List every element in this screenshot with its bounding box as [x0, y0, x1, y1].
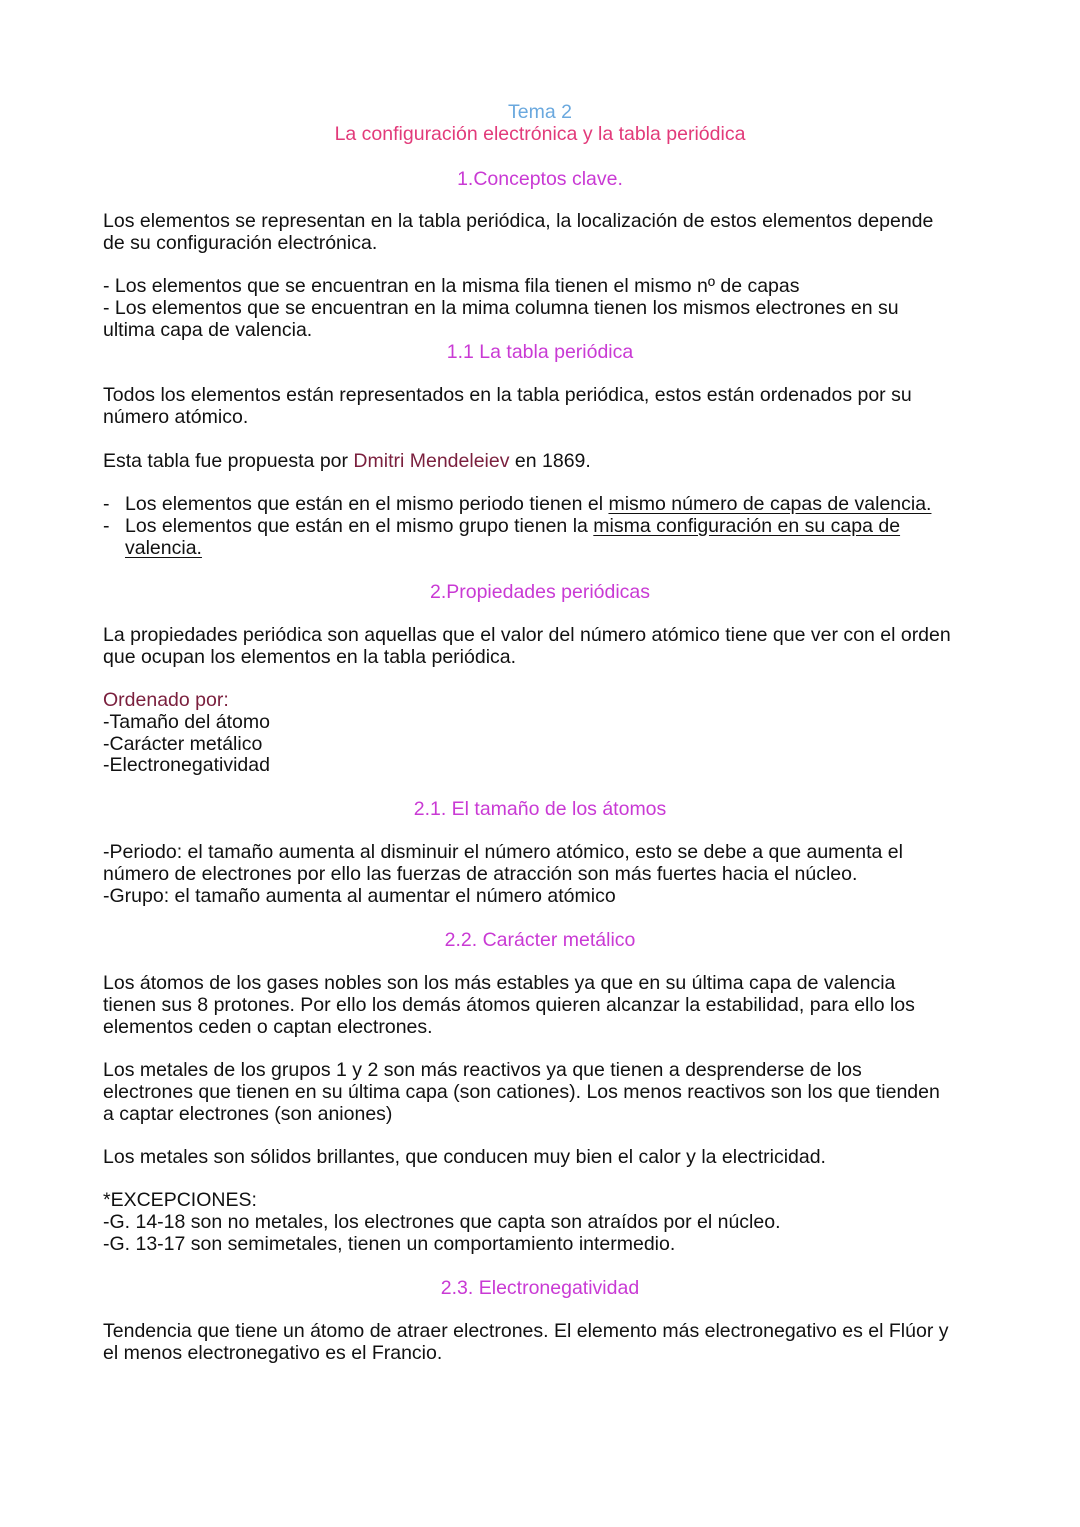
list-item: -Tamaño del átomo [103, 710, 270, 733]
paragraph [103, 385, 983, 429]
dash-list [103, 494, 983, 559]
dash-marker: - [103, 493, 110, 515]
list-item [103, 516, 983, 560]
section-heading-2-3: 2.3. Electronegatividad [440, 1277, 640, 1299]
topic-label: Tema 2 [508, 101, 572, 123]
text-line: La propiedades periódica son aquellas que el valor del número atómico tiene que ver con el orden [103, 624, 951, 646]
list-item: -G. 14-18 son no metales, los electrones que capta son atraídos por el núcleo. [103, 1210, 781, 1233]
exceptions-title: *EXCEPCIONES: [103, 1189, 257, 1211]
paragraph [103, 1321, 983, 1365]
text-line: -Periodo: el tamaño aumenta al disminuir el número atómico, esto se debe a que aumenta el [103, 841, 903, 863]
underlined-text: mismo número de capas de valencia. [608, 493, 932, 515]
text-line: Los metales son sólidos brillantes, que conducen muy bien el calor y la electricidad. [103, 1146, 826, 1168]
list-item: -G. 13-17 son semimetales, tienen un comportamiento intermedio. [103, 1232, 676, 1255]
text-line: Todos los elementos están representados en la tabla periódica, estos están ordenados por su [103, 384, 912, 406]
paragraph [103, 1147, 983, 1169]
text-span: Los elementos que están en el mismo grupo tienen la [125, 514, 594, 537]
text-line: número de electrones por ello las fuerzas de atracción son más fuertes hacia el núcleo. [103, 862, 858, 885]
text-line: elementos ceden o captan electrones. [103, 1015, 433, 1038]
section-heading-1-1: 1.1 La tabla periódica [446, 341, 634, 363]
text-line: Tendencia que tiene un átomo de atraer electrones. El elemento más electronegativo es el Flúor y [103, 1320, 949, 1342]
paragraph [103, 1060, 983, 1125]
bullet-item: - Los elementos que se encuentran en la misma fila tienen el mismo nº de capas [103, 275, 800, 297]
text-line: el menos electronegativo es el Francio. [103, 1341, 443, 1364]
text-line: número atómico. [103, 405, 249, 428]
text-line: electrones que tienen en su última capa (son cationes). Los menos reactivos son los que tienden [103, 1080, 940, 1103]
text-line: de su configuración electrónica. [103, 231, 378, 254]
section-heading-2-1: 2.1. El tamaño de los átomos [413, 798, 667, 820]
underlined-text: misma configuración en su capa de [593, 514, 901, 537]
list-item [103, 494, 983, 516]
section-heading-1: 1.Conceptos clave. [457, 168, 623, 190]
text-line: Los elementos se representan en la tabla periódica, la localización de estos elementos depende [103, 210, 934, 232]
text-line: Los átomos de los gases nobles son los más estables ya que en su última capa de valencia [103, 972, 896, 994]
ordered-by-label: Ordenado por: [103, 689, 229, 711]
paragraph-mendeleiev [103, 451, 983, 473]
paragraph [103, 973, 983, 1038]
text-span: Los elementos que están en el mismo periodo tienen el [125, 493, 609, 515]
ordered-by-list [103, 690, 983, 777]
text-line: a captar electrones (son aniones) [103, 1102, 393, 1125]
bullet-group [103, 276, 983, 341]
dash-marker: - [103, 514, 110, 537]
bullet-item: - Los elementos que se encuentran en la mima columna tienen los mismos electrones en su [103, 296, 899, 319]
paragraph [103, 211, 983, 255]
paragraph [103, 625, 983, 669]
text-line: Los metales de los grupos 1 y 2 son más reactivos ya que tienen a desprenderse de los [103, 1059, 862, 1081]
underlined-text: valencia. [125, 536, 202, 559]
bullet-item-continued: ultima capa de valencia. [103, 318, 313, 341]
text-line: tienen sus 8 protones. Por ello los demás átomos quieren alcanzar la estabilidad, para ello los [103, 993, 915, 1016]
paragraph [103, 842, 983, 907]
document-title: La configuración electrónica y la tabla periódica [334, 123, 746, 145]
highlighted-name: Dmitri Mendeleiev [353, 450, 510, 472]
list-item: -Carácter metálico [103, 732, 263, 755]
section-heading-2: 2.Propiedades periódicas [429, 581, 651, 603]
text-line: que ocupan los elementos en la tabla periódica. [103, 645, 517, 668]
text-span: en 1869. [509, 450, 591, 472]
list-item: -Electronegatividad [103, 754, 270, 777]
section-heading-2-2: 2.2. Carácter metálico [444, 929, 636, 951]
text-line: -Grupo: el tamaño aumenta al aumentar el número atómico [103, 884, 616, 907]
text-span: Esta tabla fue propuesta por [103, 450, 354, 472]
exceptions-block [103, 1190, 983, 1255]
